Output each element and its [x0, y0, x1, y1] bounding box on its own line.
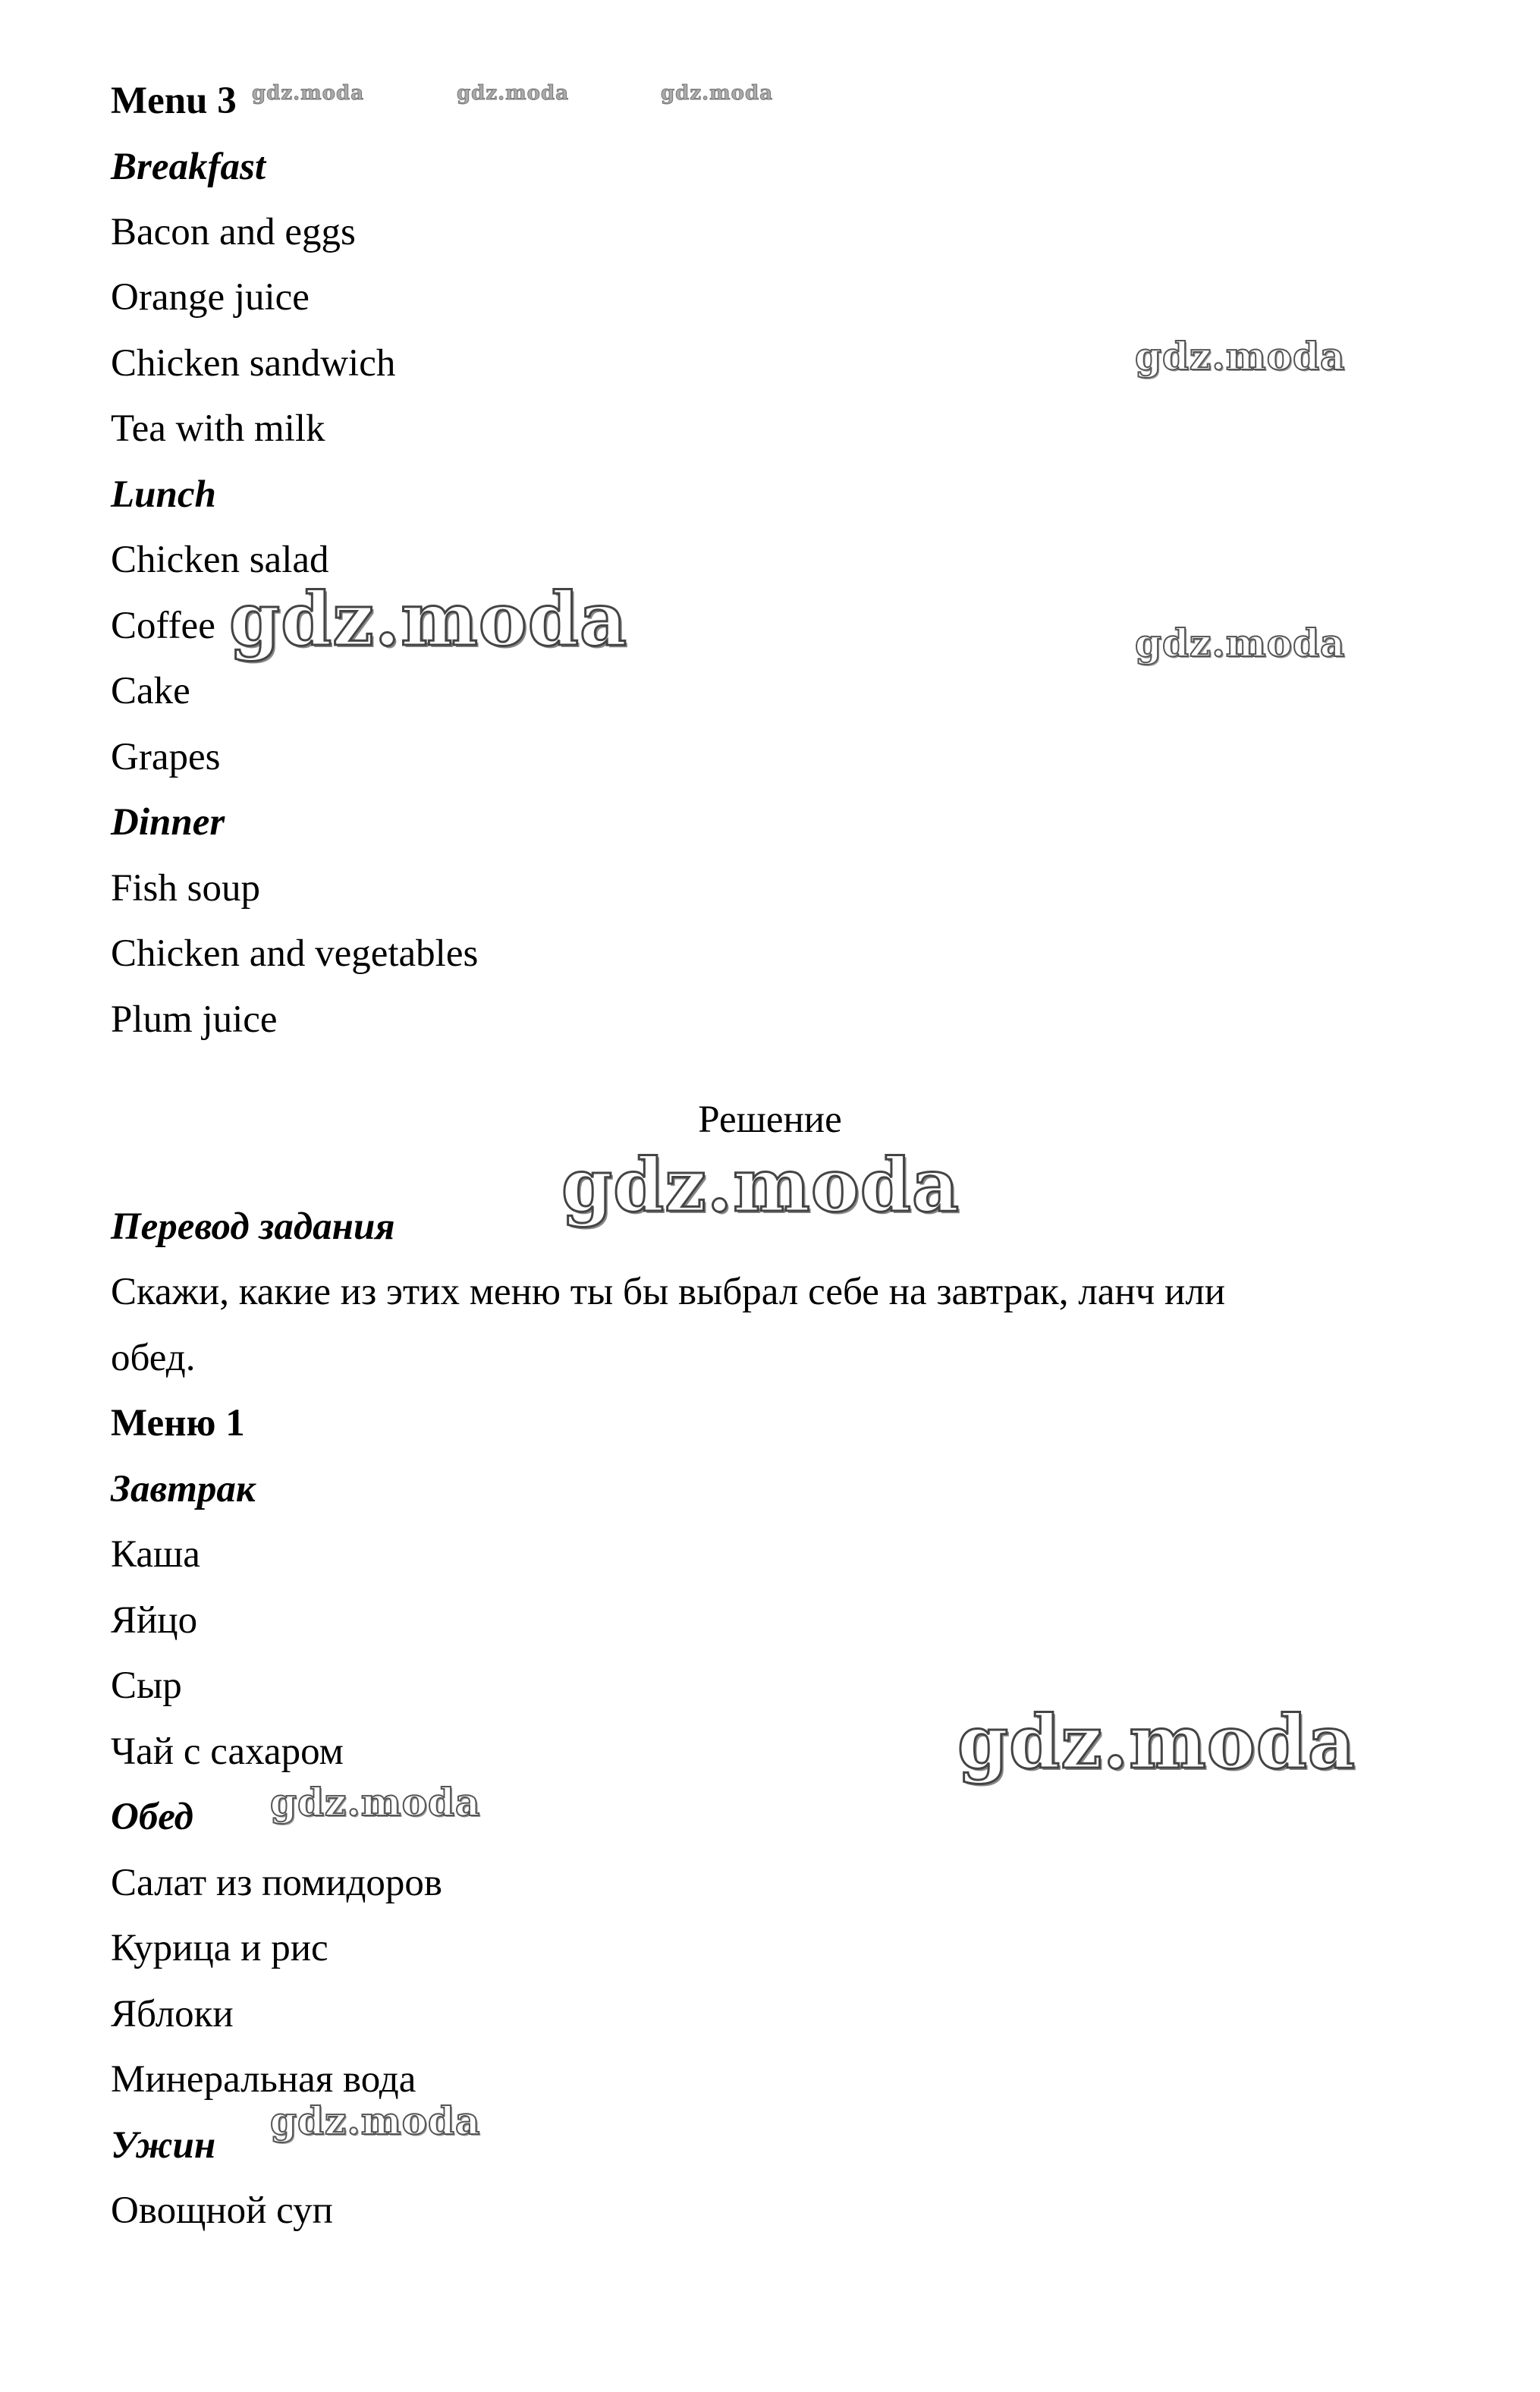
menu1-lunch-item: Салат из помидоров: [111, 1862, 443, 1904]
menu3-dinner-item: Chicken and vegetables: [111, 932, 479, 975]
watermark: gdz.moda: [1135, 334, 1346, 379]
menu3-breakfast-item: Bacon and eggs: [111, 211, 356, 253]
menu3-dinner-item: Fish soup: [111, 867, 260, 910]
solution-heading: Решение: [698, 1099, 842, 1141]
watermark: gdz.moda: [661, 82, 774, 105]
menu3-breakfast-item: Chicken sandwich: [111, 342, 396, 385]
watermark: gdz.moda: [270, 2098, 481, 2143]
menu1-lunch-item: Яблоки: [111, 1993, 234, 2035]
task-text-line: Скажи, какие из этих меню ты бы выбрал себе на завтрак, ланч или: [111, 1271, 1226, 1313]
watermark: gdz.moda: [1135, 621, 1346, 665]
menu1-breakfast-item: Сыр: [111, 1664, 182, 1707]
menu3-lunch-item: Coffee: [111, 605, 215, 647]
translation-heading: Перевод задания: [111, 1205, 395, 1248]
menu3-lunch-item: Grapes: [111, 736, 221, 778]
menu3-dinner-item: Plum juice: [111, 998, 278, 1041]
watermark: gdz.moda: [561, 1143, 960, 1228]
menu1-lunch-item: Курица и рис: [111, 1927, 328, 1969]
menu3-breakfast-item: Orange juice: [111, 276, 310, 319]
menu1-breakfast-heading: Завтрак: [111, 1468, 256, 1510]
menu3-dinner-heading: Dinner: [111, 801, 225, 844]
menu3-breakfast-heading: Breakfast: [111, 146, 266, 188]
menu1-dinner-item: Овощной суп: [111, 2189, 333, 2232]
watermark: gdz.moda: [270, 1780, 481, 1825]
menu1-breakfast-item: Каша: [111, 1533, 200, 1576]
menu1-lunch-heading: Обед: [111, 1796, 193, 1838]
menu1-breakfast-item: Яйцо: [111, 1599, 198, 1642]
menu3-lunch-item: Chicken salad: [111, 539, 329, 581]
menu3-title: Menu 3: [111, 80, 237, 122]
menu1-title: Меню 1: [111, 1402, 245, 1444]
watermark: gdz.moda: [252, 82, 365, 105]
task-text-line: обед.: [111, 1337, 196, 1379]
menu3-lunch-heading: Lunch: [111, 473, 216, 516]
watermark: gdz.moda: [229, 577, 628, 662]
menu3-breakfast-item: Tea with milk: [111, 407, 325, 450]
menu1-dinner-heading: Ужин: [111, 2124, 216, 2167]
menu1-lunch-item: Минеральная вода: [111, 2058, 416, 2101]
menu1-breakfast-item: Чай с сахаром: [111, 1730, 344, 1773]
watermark: gdz.moda: [957, 1699, 1356, 1785]
menu3-lunch-item: Cake: [111, 670, 190, 712]
watermark: gdz.moda: [457, 82, 570, 105]
